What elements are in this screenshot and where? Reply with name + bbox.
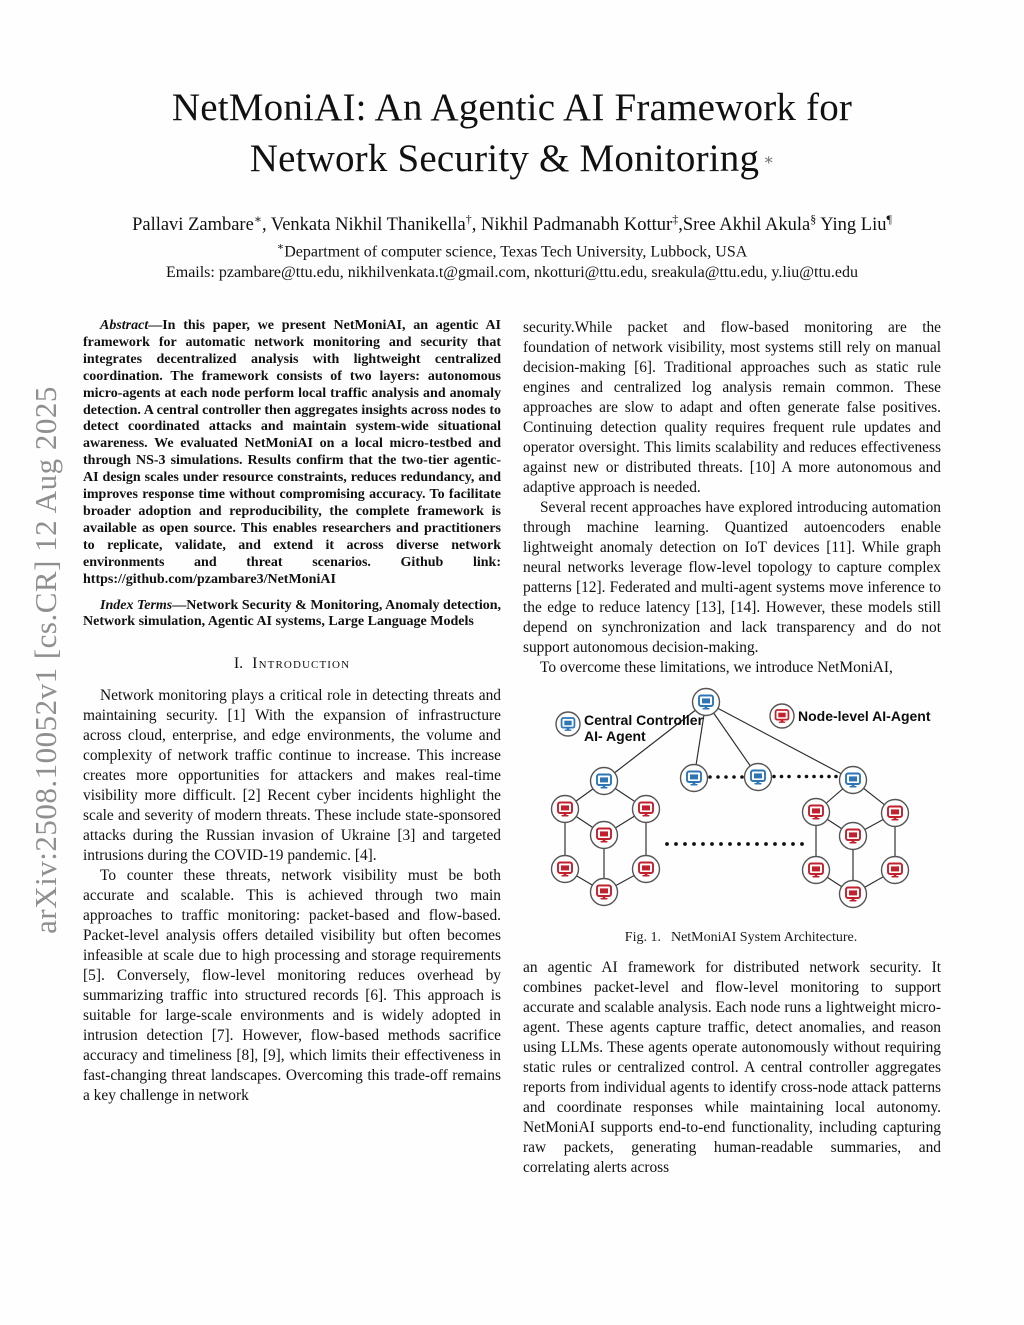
author: Ying Liu¶ [820,212,892,236]
node-agent [552,796,579,823]
legend-central-controller-label-line2: AI- Agent [584,728,646,744]
author-line [0,212,1024,236]
title-footnote-mark: ∗ [763,152,775,169]
abstract-paragraph: Abstract—In this paper, we present NetMoniAI, an agentic AI framework for automatic network monitoring and security that integrates decentralized analysis with lightweight centralized coordination. The framework consists of two layers: autonomous micro-agents at each node perform local traffic analysis and anomaly detection. A central controller then aggregates insights across nodes to detect coordinated attacks and maintain system-wide situational awareness. We evaluated NetMoniAI on a local micro-testbed and through NS-3 simulations. Results confirm that the two-tier agentic-AI design scales under resource constraints, reduces redundancy, and improves response time without compromising accuracy. To facilitate broader adoption and reproducibility, the complete framework is available as open source. This enables researchers and practitioners to replicate, validate, and extend it across diverse network environments and threat scenarios. Github link: https://github.com/pzambare3/NetMoniAI [83,318,501,587]
legend-node-agent-label: Node-level AI-Agent [798,708,931,724]
arxiv-watermark: arXiv:2508.10052v1 [cs.CR] 12 Aug 2025 [28,386,63,934]
section-heading-introduction: I. Introduction [233,655,351,673]
index-terms-label: Index Terms [100,597,173,613]
paper-header [0,82,1024,282]
intro-paragraph-2: To counter these threats, network visibility must be both accurate and scalable. This is achieved through two main approaches to traffic monitoring: packet-based and flow-based. Packet-level analysis offers detailed visibility but often becomes infeasible at scale due to high processing and storage requirements [5]. Conversely, flow-level monitoring reduces overhead by summarizing traffic into structured records [6]. This approach is suitable for large-scale environments and is widely adopted in intrusion detection [7]. However, flow-based methods sacrifice accuracy and timeliness [8], [9], which limits their effectiveness in fast-changing threat landscapes. Overcoming this trade-off remains a key challenge in network [83,867,501,1105]
node-agent [552,856,579,883]
legend-central-controller-icon [556,712,580,736]
node-agent [803,857,830,884]
index-terms-paragraph: Index Terms—Network Security & Monitoring, Anomaly detection, Network simulation, Agentic AI systems, Large Language Models [83,597,501,630]
right-column [523,318,941,1178]
central-controller-node [681,765,708,792]
node-agent [840,823,867,850]
figure-1 [521,687,961,946]
right-paragraph-2: Several recent approaches have explored introducing automation through machine learning. Quantized autoencoders enable lightweight anomaly detection on IoT devices [11]. While graph neural networks leverage flow-level topology to capture complex patterns [12]. Federated and multi-agent systems move inference to the edge to reduce latency [13], [14]. However, these models still depend on synchronization and lack transparency and do not support autonomous decision-making. [523,499,941,656]
central-controller-node [591,768,618,795]
legend-central-controller-label-line1: Central Controller [584,712,704,728]
author: Nikhil Padmanabh Kottur‡, [481,212,683,236]
right-paragraph-1: security.While packet and flow-based monitoring are the foundation of network visibility, most systems still rely on manual decision-making [6]. Traditional approaches such as static rule engines and centralized log analysis remain common. These approaches are slow to adapt and often generate false positives. Continuing detection quality requires frequent rule updates and operator oversight. This limits scalability and reduces effectiveness against new or distributed threats. [10] A more autonomous and adaptive approach is needed. [523,319,941,496]
architecture-diagram [521,687,961,915]
node-agent [840,881,867,908]
node-agent [633,796,660,823]
left-column [83,318,501,1178]
node-agent [882,800,909,827]
two-column-body [83,318,942,1178]
central-controller-node [745,764,772,791]
node-agent [633,856,660,883]
node-agent [882,857,909,884]
node-agent [803,799,830,826]
right-paragraph-4: an agentic AI framework for distributed network security. It combines packet-level and flow-level monitoring to support accurate and scalable analysis. Each node runs a lightweight micro-agent. These agents capture traffic, detect anomalies, and reason using LLMs. These agents operate autonomously without requiring static rules or centralized control. A central controller aggregates reports from individual agents to identify cross-node attack patterns and coordinate responses while maintaining local autonomy. NetMoniAI supports end-to-end functionality, including capturing raw packets, generating human-readable summaries, and correlating alerts across [523,959,941,1176]
right-paragraph-3: To overcome these limitations, we introduce NetMoniAI, [540,659,893,676]
figure-caption: Fig. 1. NetMoniAI System Architecture. [624,930,858,945]
author: Sree Akhil Akula§ [682,212,817,236]
author: Pallavi Zambare∗, [132,212,271,236]
title-line-2: Network Security & Monitoring [249,137,760,180]
node-agent [591,879,618,906]
abstract-label: Abstract [100,318,149,333]
legend-node-agent-icon [770,704,794,728]
node-agent [591,822,618,849]
emails-line: Emails: pzambare@ttu.edu, nikhilvenkata.t@gmail.com, nkotturi@ttu.edu, sreakula@ttu.edu, y.liu@ttu.edu [165,264,859,282]
affiliation-line: ∗Department of computer science, Texas Tech University, Lubbock, USA [276,241,748,261]
paper-title [0,82,1024,186]
intro-paragraph-1: Network monitoring plays a critical role in detecting threats and maintaining security. [1] With the expansion of infrastructure across cloud, enterprise, and edge environments, the volume and complexity of network traffic continue to increase. This increase creates more opportunities for attackers and makes real-time visibility more difficult. [2] Recent cyber incidents highlight the scale and severity of modern threats. These include state-sponsored attacks during the Russian invasion of Ukraine [3] and targeted intrusions during the COVID-19 pandemic. [4]. [83,687,501,865]
title-line-1: NetMoniAI: An Agentic AI Framework for [171,86,853,129]
author: Venkata Nikhil Thanikella†, [270,212,482,236]
central-controller-node [840,767,867,794]
